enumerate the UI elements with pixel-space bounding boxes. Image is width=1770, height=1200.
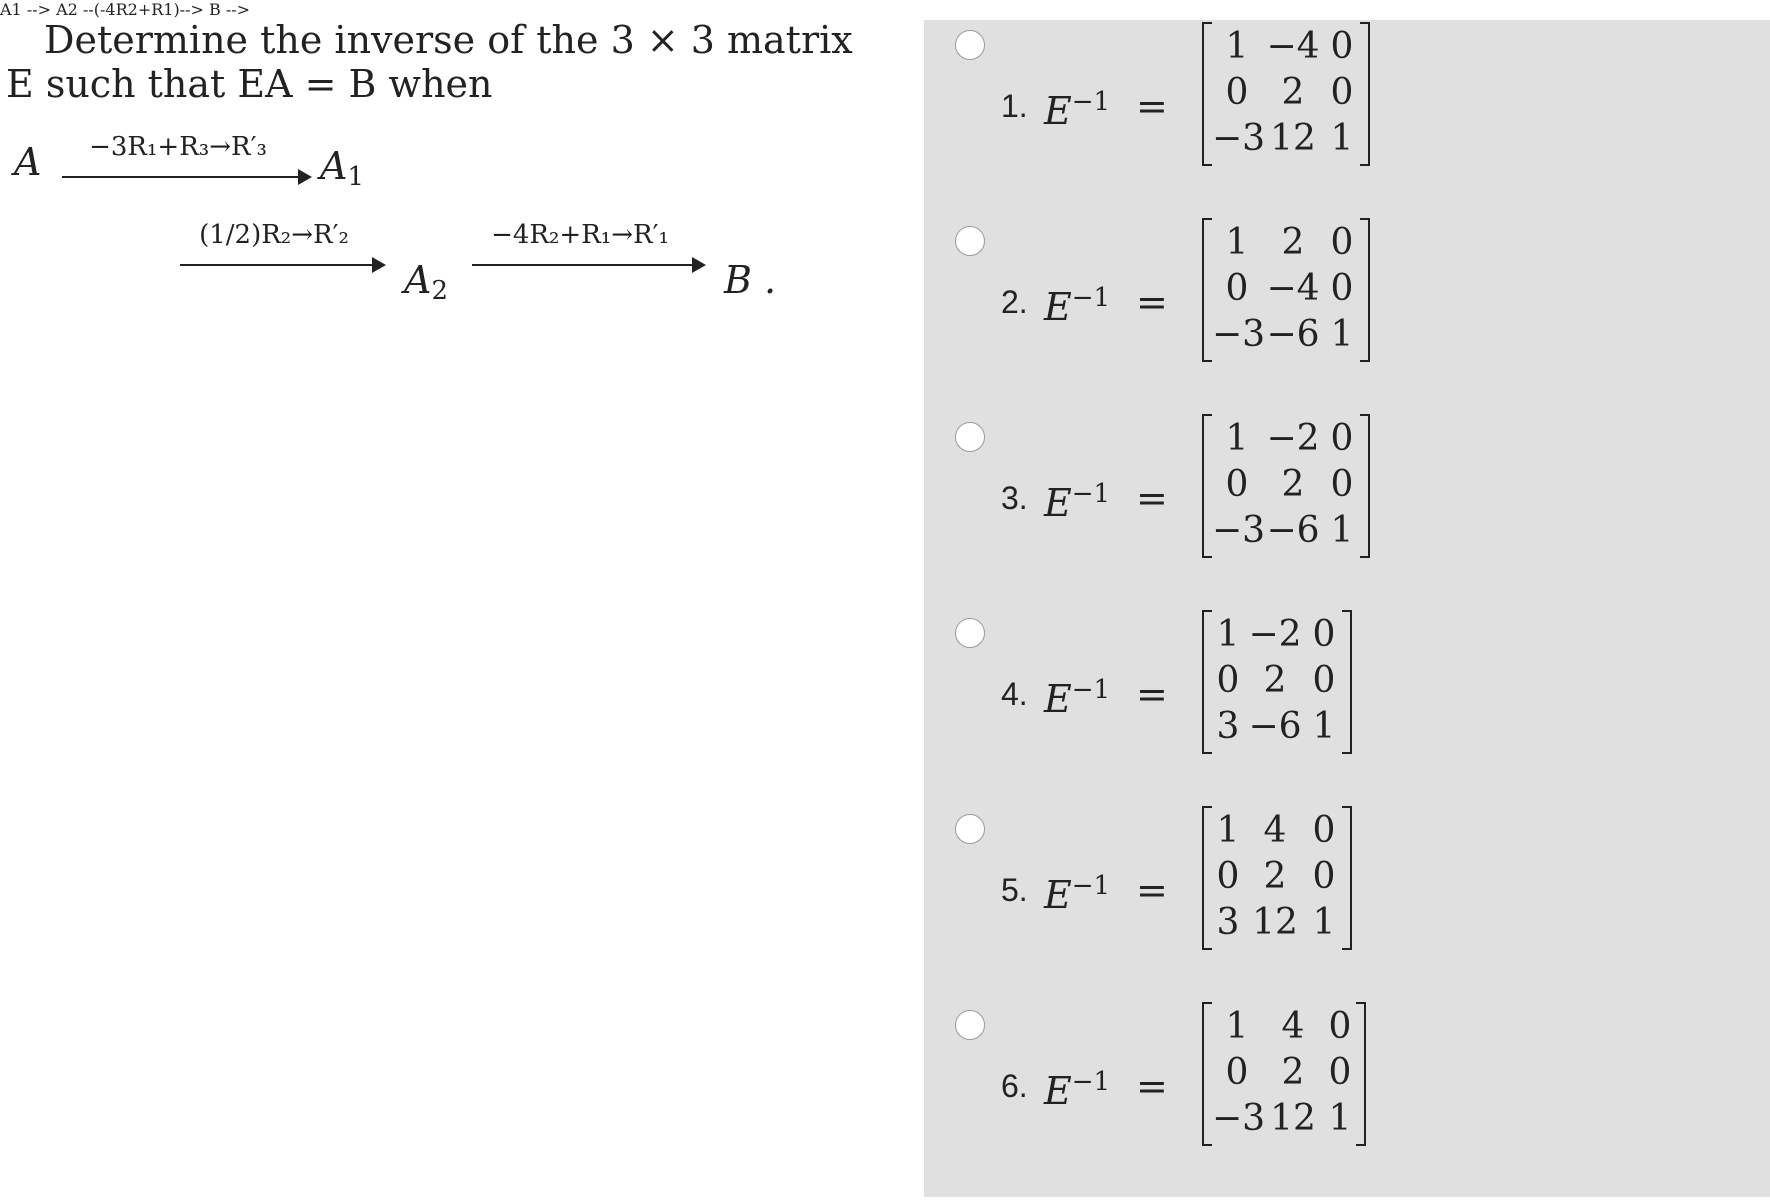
matrix-cells — [1212, 220, 1360, 358]
option-lhs-letter: E — [1044, 89, 1072, 133]
matrix-cells — [1212, 416, 1360, 554]
answer-option-2[interactable] — [924, 216, 1770, 406]
matrix-cell: 4 — [1263, 810, 1287, 851]
radio-button-4[interactable] — [955, 618, 985, 648]
option-lhs-3 — [1044, 472, 1110, 525]
matrix-cells — [1212, 808, 1342, 946]
matrix-A1-symbol — [320, 144, 364, 199]
left-bracket — [1202, 806, 1212, 950]
matrix-cell: −6 — [1248, 706, 1302, 747]
matrix-cell: 2 — [1281, 464, 1305, 505]
matrix-cells — [1212, 1004, 1356, 1142]
option-lhs-1 — [1044, 80, 1110, 133]
matrix-cell: 1 — [1330, 118, 1354, 159]
matrix-cell: 0 — [1216, 660, 1240, 701]
arrow-line — [472, 264, 698, 266]
matrix-cell: 0 — [1225, 268, 1249, 309]
row-operation-arrow-2 — [180, 220, 386, 258]
right-bracket — [1360, 414, 1370, 558]
equals-sign: = — [1136, 84, 1168, 128]
option-matrix-5 — [1202, 806, 1352, 950]
right-bracket — [1342, 806, 1352, 950]
row-operation-label-2: (1/2)R₂→R′₂ — [199, 220, 349, 250]
matrix-cell: 1 — [1225, 26, 1249, 67]
matrix-A2-letter: A — [404, 258, 432, 302]
answer-options-panel — [924, 20, 1770, 1197]
radio-button-5[interactable] — [955, 814, 985, 844]
option-lhs-superscript: −1 — [1071, 1067, 1111, 1097]
matrix-cell: −4 — [1266, 268, 1320, 309]
matrix-cell: 1 — [1216, 810, 1240, 851]
matrix-cell: 0 — [1328, 1052, 1352, 1093]
matrix-cell: 0 — [1225, 1052, 1249, 1093]
arrow-line — [180, 264, 378, 266]
left-bracket — [1202, 218, 1212, 362]
option-lhs-superscript: −1 — [1071, 479, 1111, 509]
matrix-cell: 0 — [1330, 464, 1354, 505]
equals-sign: = — [1136, 1064, 1168, 1108]
left-bracket — [1202, 610, 1212, 754]
matrix-cell: 1 — [1312, 902, 1336, 943]
matrix-cell: 1 — [1330, 314, 1354, 355]
matrix-cell: 0 — [1312, 810, 1336, 851]
matrix-cell: −3 — [1212, 510, 1266, 551]
option-number-6: 6. — [1001, 1068, 1028, 1104]
matrix-A2-symbol — [404, 258, 448, 313]
answer-option-5[interactable] — [924, 804, 1770, 994]
equals-sign: = — [1136, 280, 1168, 324]
option-lhs-letter: E — [1044, 873, 1072, 917]
matrix-cell: 3 — [1216, 706, 1240, 747]
option-lhs-superscript: −1 — [1071, 871, 1111, 901]
answer-option-1[interactable] — [924, 20, 1770, 210]
option-lhs-letter: E — [1044, 481, 1072, 525]
matrix-cell: 0 — [1330, 268, 1354, 309]
option-number-5: 5. — [1001, 872, 1028, 908]
matrix-cell: −6 — [1266, 314, 1320, 355]
matrix-cell: 2 — [1281, 1052, 1305, 1093]
right-bracket — [1360, 22, 1370, 166]
matrix-cell: 0 — [1330, 72, 1354, 113]
matrix-cell: 1 — [1216, 614, 1240, 655]
option-lhs-5 — [1044, 864, 1110, 917]
matrix-cell: 2 — [1281, 222, 1305, 263]
option-matrix-4 — [1202, 610, 1352, 754]
matrix-cell: 0 — [1330, 222, 1354, 263]
row-operation-arrow-1 — [62, 132, 312, 170]
row-operation-label-3: −4R₂+R₁→R′₁ — [491, 220, 669, 250]
matrix-cell: 0 — [1330, 26, 1354, 67]
radio-button-1[interactable] — [955, 30, 985, 60]
question-panel: Determine the inverse of the 3 × 3 matrix E such that EA = B when A1 --> A −3R₁+R₃→R′₃ $A_1$ A2 --(-4R2+R1)--> B --> (1/2)R₂→R′₂ $A_2$ −4R₂+R₁→R′₁ B . — [0, 0, 900, 1200]
matrix-cell: 0 — [1312, 614, 1336, 655]
answer-option-4[interactable] — [924, 608, 1770, 798]
matrix-cell: −3 — [1212, 314, 1266, 355]
left-bracket — [1202, 1002, 1212, 1146]
option-lhs-superscript: −1 — [1071, 675, 1111, 705]
left-bracket — [1202, 22, 1212, 166]
matrix-A-symbol: A — [14, 140, 42, 184]
equals-sign: = — [1136, 476, 1168, 520]
right-bracket — [1356, 1002, 1366, 1146]
matrix-cell: 12 — [1270, 1098, 1316, 1139]
option-matrix-6 — [1202, 1002, 1366, 1146]
matrix-cell: 2 — [1281, 72, 1305, 113]
answer-option-6[interactable] — [924, 1000, 1770, 1190]
matrix-B-symbol: B . — [724, 258, 777, 302]
option-lhs-letter: E — [1044, 1069, 1072, 1113]
option-matrix-2 — [1202, 218, 1370, 362]
matrix-cell: −3 — [1212, 1098, 1266, 1139]
matrix-cell: 3 — [1216, 902, 1240, 943]
matrix-A1-letter: A — [320, 144, 348, 188]
matrix-A1-subscript: 1 — [347, 162, 364, 192]
radio-button-2[interactable] — [955, 226, 985, 256]
arrow-line — [62, 176, 304, 178]
matrix-cell: 12 — [1252, 902, 1298, 943]
right-bracket — [1342, 610, 1352, 754]
option-lhs-superscript: −1 — [1071, 87, 1111, 117]
matrix-cell: −4 — [1266, 26, 1320, 67]
radio-button-3[interactable] — [955, 422, 985, 452]
matrix-cell: 1 — [1225, 418, 1249, 459]
matrix-cell: 0 — [1225, 464, 1249, 505]
option-lhs-superscript: −1 — [1071, 283, 1111, 313]
right-bracket — [1360, 218, 1370, 362]
option-number-2: 2. — [1001, 284, 1028, 320]
matrix-cell: 1 — [1225, 1006, 1249, 1047]
matrix-cell: 2 — [1263, 856, 1287, 897]
option-matrix-1 — [1202, 22, 1370, 166]
matrix-cell: −3 — [1212, 118, 1266, 159]
option-number-1: 1. — [1001, 88, 1028, 124]
question-text-line-1: Determine the inverse of the 3 × 3 matrix — [44, 18, 853, 62]
matrix-cell: 1 — [1225, 222, 1249, 263]
option-lhs-letter: E — [1044, 285, 1072, 329]
left-bracket — [1202, 414, 1212, 558]
matrix-cell: 1 — [1312, 706, 1336, 747]
option-matrix-3 — [1202, 414, 1370, 558]
row-operation-arrow-3 — [472, 220, 706, 258]
matrix-cells — [1212, 24, 1360, 162]
matrix-cell: 0 — [1328, 1006, 1352, 1047]
option-lhs-letter: E — [1044, 677, 1072, 721]
matrix-cell: 0 — [1216, 856, 1240, 897]
option-lhs-4 — [1044, 668, 1110, 721]
equals-sign: = — [1136, 672, 1168, 716]
matrix-cell: 0 — [1330, 418, 1354, 459]
matrix-cell: 2 — [1263, 660, 1287, 701]
arrow-head-icon — [692, 257, 706, 273]
matrix-cell: 1 — [1328, 1098, 1352, 1139]
option-lhs-2 — [1044, 276, 1110, 329]
matrix-cell: −6 — [1266, 510, 1320, 551]
question-text-line-2: E such that EA = B when — [6, 62, 493, 106]
matrix-cell: 12 — [1270, 118, 1316, 159]
matrix-cell: 0 — [1312, 660, 1336, 701]
arrow-head-icon — [298, 169, 312, 185]
answer-option-3[interactable] — [924, 412, 1770, 602]
matrix-cell: 4 — [1281, 1006, 1305, 1047]
radio-button-6[interactable] — [955, 1010, 985, 1040]
option-lhs-6 — [1044, 1060, 1110, 1113]
arrow-head-icon — [372, 257, 386, 273]
matrix-cells — [1212, 612, 1342, 750]
option-number-3: 3. — [1001, 480, 1028, 516]
matrix-cell: 0 — [1312, 856, 1336, 897]
option-number-4: 4. — [1001, 676, 1028, 712]
matrix-cell: 1 — [1330, 510, 1354, 551]
row-operation-label-1: −3R₁+R₃→R′₃ — [89, 132, 267, 162]
matrix-cell: −2 — [1266, 418, 1320, 459]
matrix-A2-subscript: 2 — [431, 276, 448, 306]
matrix-cell: −2 — [1248, 614, 1302, 655]
equals-sign: = — [1136, 868, 1168, 912]
matrix-cell: 0 — [1225, 72, 1249, 113]
